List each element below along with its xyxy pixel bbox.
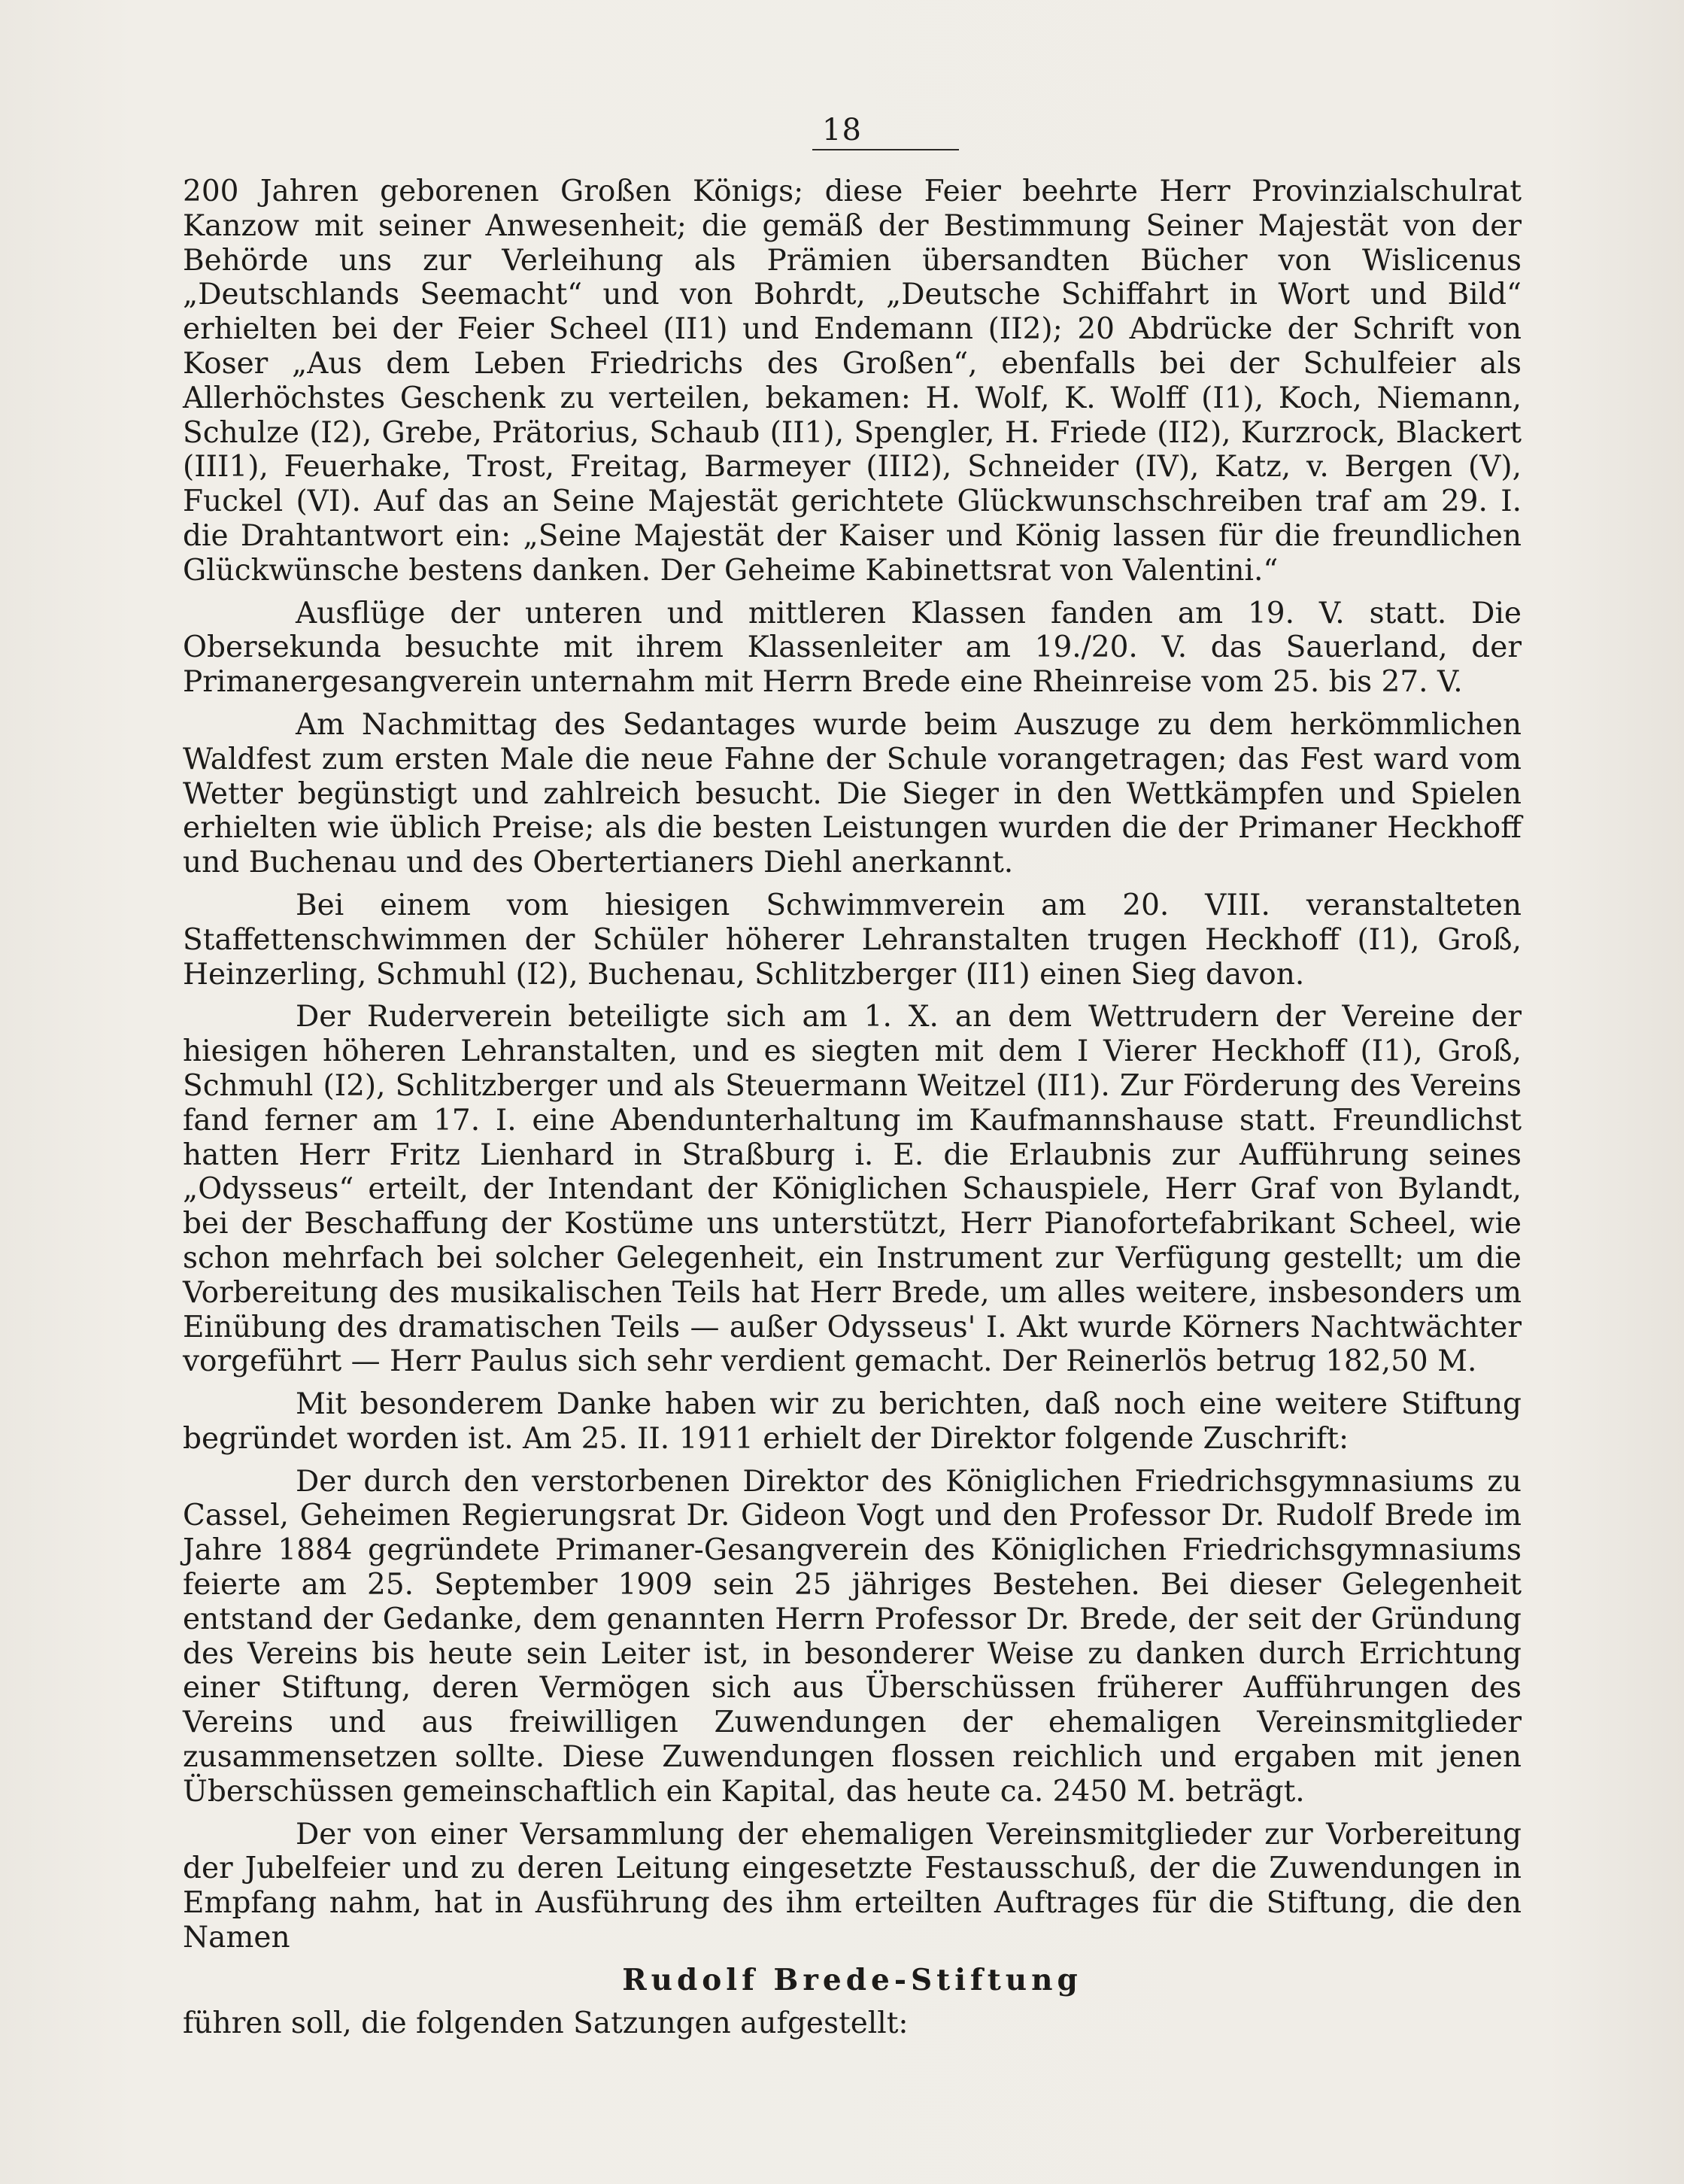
paragraph-7: Der durch den verstorbenen Direktor des Königlichen Friedrichsgymnasiums zu Cassel, Geheimen Regierungsrat Dr. Gideon Vogt und den Professor Dr. Rudolf Brede im Jahre 1884 gegründete Primaner-Gesangverein des Königlichen Friedrichsgymnasiums feierte am 25. September 1909 sein 25 jähriges Bestehen. Bei dieser Gelegenheit entstand der Gedanke, dem genannten Herrn Professor Dr. Brede, der seit der Gründung des Vereins bis heute sein Leiter ist, in besonderer Weise zu danken durch Errichtung einer Stiftung, deren Vermögen sich aus Überschüssen früherer Aufführungen des Vereins und aus freiwilligen Zuwendungen der ehemaligen Vereinsmitglieder zusammensetzen sollte. Diese Zuwendungen flossen reichlich und ergaben mit jenen Überschüssen gemeinschaftlich ein Kapital, das heute ca. 2450 M. beträgt. [183, 1464, 1522, 1809]
paragraph-8: Der von einer Versammlung der ehemaligen Vereinsmitglieder zur Vorbereitung der Jubelfeier und zu deren Leitung eingesetzte Festausschuß, der die Zuwendungen in Empfang nahm, hat in Ausführung des ihm erteilten Auftrages für die Stiftung, die den Namen [183, 1817, 1522, 1955]
paragraph-3: Am Nachmittag des Sedantages wurde beim Auszuge zu dem herkömmlichen Waldfest zum ersten Male die neue Fahne der Schule vorangetragen; das Fest ward vom Wetter begünstigt und zahlreich besucht. Die Sieger in den Wettkämpfen und Spielen erhielten wie üblich Preise; als die besten Leistungen wurden die der Primaner Heckhoff und Buchenau und des Obertertianers Diehl anerkannt. [183, 707, 1522, 880]
paragraph-6: Mit besonderem Danke haben wir zu berichten, daß noch eine weitere Stiftung begründet worden ist. Am 25. II. 1911 erhielt der Direktor folgende Zuschrift: [183, 1387, 1522, 1456]
body-text [183, 175, 1522, 2049]
paragraph-1: 200 Jahren geborenen Großen Königs; diese Feier beehrte Herr Provinzialschulrat Kanzow mit seiner Anwesenheit; die gemäß der Bestimmung Seiner Majestät von der Behörde uns zur Verleihung als Prämien übersandten Bücher von Wislicenus „Deutschlands Seemacht“ und von Bohrdt, „Deutsche Schiffahrt in Wort und Bild“ erhielten bei der Feier Scheel (II1) und Endemann (II2); 20 Abdrücke der Schrift von Koser „Aus dem Leben Friedrichs des Großen“, ebenfalls bei der Schulfeier als Allerhöchstes Geschenk zu verteilen, bekamen: H. Wolf, K. Wolff (I1), Koch, Niemann, Schulze (I2), Grebe, Prätorius, Schaub (II1), Spengler, H. Friede (II2), Kurzrock, Blackert (III1), Feuerhake, Trost, Freitag, Barmeyer (III2), Schneider (IV), Katz, v. Bergen (V), Fuckel (VI). Auf das an Seine Majestät gerichtete Glückwunschschreiben traf am 29. I. die Drahtantwort ein: „Seine Majestät der Kaiser und König lassen für die freundlichen Glückwünsche bestens danken. Der Geheime Kabinettsrat von Valentini.“ [183, 175, 1522, 588]
foundation-name: Rudolf Brede-Stiftung [622, 1962, 1082, 1997]
page-number-rule [812, 149, 959, 150]
closing-line: führen soll, die folgenden Satzungen aufgestellt: [183, 2006, 909, 2040]
page-number: 18 [822, 113, 862, 147]
paragraph-5: Der Ruderverein beteiligte sich am 1. X. an dem Wettrudern der Vereine der hiesigen höheren Lehranstalten, und es siegten mit dem I Vierer Heckhoff (I1), Groß, Schmuhl (I2), Schlitzberger und als Steuermann Weitzel (II1). Zur Förderung des Vereins fand ferner am 17. I. eine Abendunterhaltung im Kaufmannshause statt. Freundlichst hatten Herr Fritz Lienhard in Straßburg i. E. die Erlaubnis zur Aufführung seines „Odysseus“ erteilt, der Intendant der Königlichen Schauspiele, Herr Graf von Bylandt, bei der Beschaffung der Kostüme uns unterstützt, Herr Pianofortefabrikant Scheel, wie schon mehrfach bei solcher Gelegenheit, ein Instrument zur Verfügung gestellt; um die Vorbereitung des musikalischen Teils hat Herr Brede, um alles weitere, insbesonders um Einübung des dramatischen Teils — außer Odysseus' I. Akt wurde Körners Nachtwächter vorgeführt — Herr Paulus sich sehr verdient gemacht. Der Reinerlös betrug 182,50 M. [183, 1000, 1522, 1379]
paragraph-4: Bei einem vom hiesigen Schwimmverein am 20. VIII. veranstalteten Staffettenschwimmen der Schüler höherer Lehranstalten trugen Heckhoff (I1), Groß, Heinzerling, Schmuhl (I2), Buchenau, Schlitzberger (II1) einen Sieg davon. [183, 888, 1522, 992]
paragraph-2: Ausflüge der unteren und mittleren Klassen fanden am 19. V. statt. Die Obersekunda besuchte mit ihrem Klassenleiter am 19./20. V. das Sauerland, der Primanergesangverein unternahm mit Herrn Brede eine Rheinreise vom 25. bis 27. V. [183, 596, 1522, 700]
